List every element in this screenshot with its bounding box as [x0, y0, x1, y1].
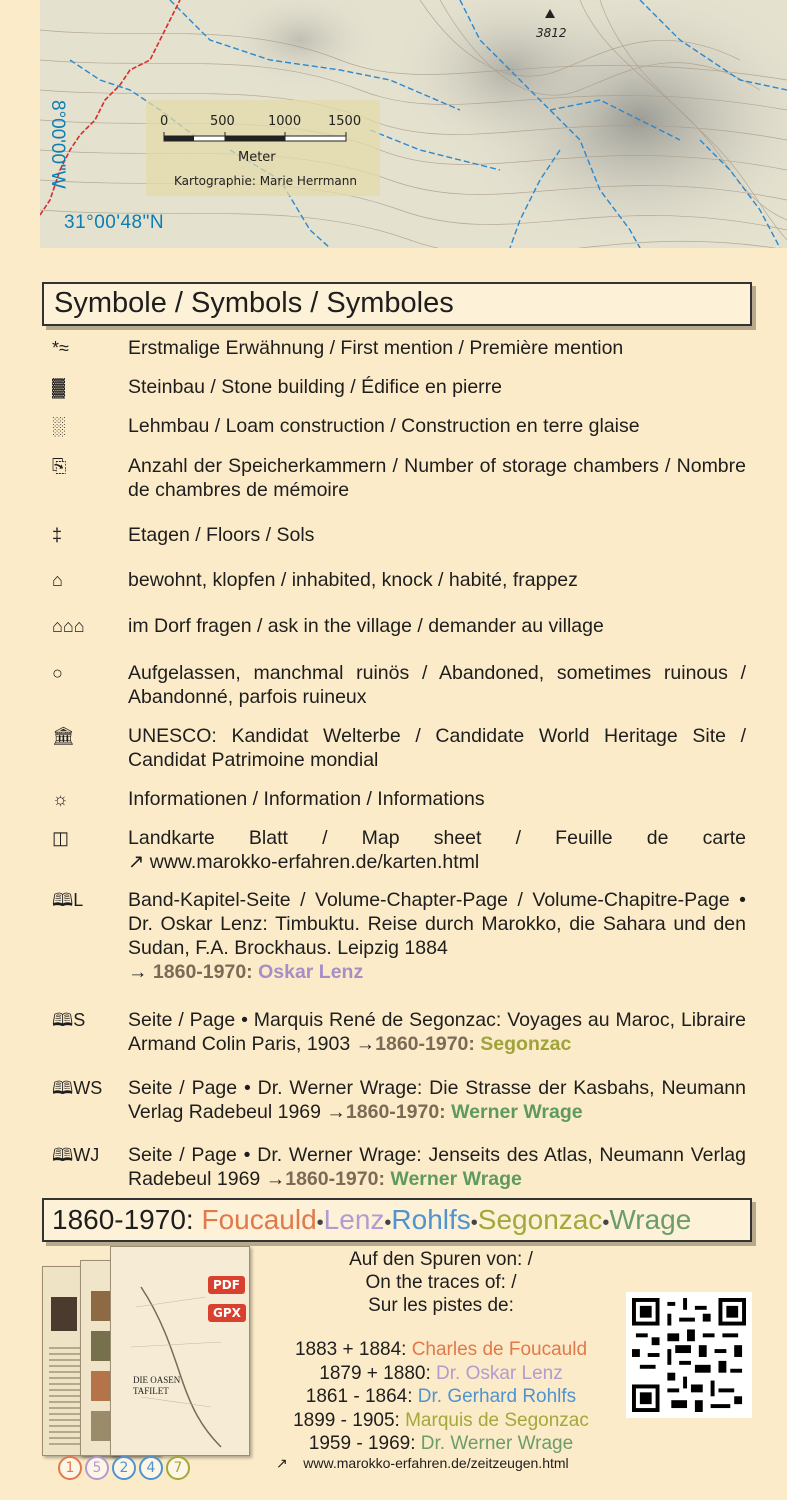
- book-icon: 🕮WS: [52, 1078, 103, 1098]
- traces-line-fr: Sur les pistes de:: [368, 1295, 514, 1316]
- legend-rohlfs: Rohlfs: [391, 1204, 471, 1235]
- legend-foucauld: Foucauld: [201, 1204, 317, 1235]
- pdf-badge[interactable]: PDF: [208, 1276, 245, 1294]
- qr-code-image: [632, 1298, 746, 1412]
- symbol-row-wrage-strasse: [52, 1076, 746, 1124]
- village-icon: ⌂⌂⌂: [52, 616, 85, 636]
- volume-5[interactable]: 5: [85, 1456, 109, 1480]
- symbol-description: Etagen / Floors / Sols: [128, 524, 315, 546]
- gpx-badge[interactable]: GPX: [208, 1304, 246, 1322]
- symbol-description: Aufgelassen, manchmal ruinös / Abandoned, sometimes ruinous / Abandonné, parfois ruineux: [128, 662, 746, 708]
- symbol-description: Seite / Page • Dr. Werner Wrage: Die Strasse der Kasbahs, Neumann Verlag Radebeul 1969 →1860-1970: Werner Wrage: [128, 1077, 746, 1123]
- book-icon: 🕮WJ: [52, 1145, 100, 1165]
- symbol-description: Band-Kapitel-Seite / Volume-Chapter-Page / Volume-Chapitre-Page • Dr. Oskar Lenz: Timbuktu. Reise durch Marokko, die Sahara und den Sudan, F.A. Brockhaus. Leipzig 1884 → 1860-1970: Oskar Lenz: [128, 889, 746, 983]
- explorer-wrage: 1959 - 1969: Dr. Werner Wrage: [308, 1433, 574, 1454]
- zeitzeugen-url[interactable]: www.marokko-erfahren.de/zeitzeugen.html: [303, 1455, 569, 1471]
- volume-2[interactable]: 2: [112, 1456, 136, 1480]
- legend-separator: •: [384, 1212, 392, 1234]
- topographic-map: [40, 0, 787, 248]
- scale-tick-1000: 1000: [268, 114, 302, 129]
- traces-line-en: On the traces of: /: [365, 1272, 517, 1293]
- qr-code[interactable]: [626, 1292, 752, 1418]
- unesco-temple-icon: 🏛: [52, 726, 75, 746]
- book-covers-image: [42, 1246, 254, 1460]
- symbol-description: Steinbau / Stone building / Édifice en pierre: [128, 376, 502, 398]
- segonzac-reference[interactable]: Segonzac: [480, 1033, 572, 1055]
- scale-tick-500: 500: [210, 114, 235, 129]
- volume-1[interactable]: 1: [58, 1456, 82, 1480]
- symbol-description: Lehmbau / Loam construction / Construction en terre glaise: [128, 415, 640, 437]
- map-sheet-link[interactable]: ↗ www.marokko-erfahren.de/karten.html: [128, 851, 480, 873]
- symbol-row-unesco: [52, 724, 746, 772]
- book-icon: 🕮L: [52, 890, 84, 910]
- legend-lenz: Lenz: [323, 1204, 385, 1235]
- symbol-row-storage-chambers: [52, 454, 746, 502]
- scale-tick-1500: 1500: [328, 114, 362, 129]
- symbol-description: UNESCO: Kandidat Welterbe / Candidate World Heritage Site / Candidat Patrimoine mondial: [128, 725, 746, 771]
- volume-numbers: [58, 1456, 193, 1480]
- symbol-row-ask-village: [52, 614, 746, 638]
- cover-title: DIE OASEN TAFILET: [133, 1375, 181, 1396]
- first-mention-icon: *≈: [52, 338, 69, 358]
- stone-building-icon: ▓: [52, 377, 66, 397]
- house-icon: ⌂: [52, 570, 63, 590]
- symbol-description: Seite / Page • Marquis René de Segonzac: Voyages au Maroc, Libraire Armand Colin Paris, 1903 →1860-1970: Segonzac: [128, 1009, 746, 1055]
- circle-icon: ○: [52, 663, 63, 683]
- longitude-label: 8°00'00"W: [47, 100, 68, 189]
- zeitzeugen-link[interactable]: [276, 1455, 569, 1472]
- wrage-reference[interactable]: Werner Wrage: [390, 1168, 522, 1190]
- sun-icon: ☼: [52, 789, 69, 809]
- explorers-legend: [42, 1198, 752, 1242]
- legend-separator: •: [470, 1212, 478, 1234]
- symbol-description: Landkarte Blatt / Map sheet / Feuille de carte: [128, 827, 746, 849]
- symbol-row-floors: [52, 523, 746, 547]
- symbol-row-stone-building: [52, 375, 746, 399]
- symbol-description: Anzahl der Speicherkammern / Number of storage chambers / Nombre de chambres de mémoire: [128, 455, 746, 501]
- scale-tick-0: 0: [160, 114, 169, 129]
- legend-wrage: Wrage: [609, 1204, 692, 1235]
- symbol-row-wrage-jenseits: [52, 1143, 746, 1191]
- legend-segonzac: Segonzac: [477, 1204, 603, 1235]
- lenz-reference[interactable]: Oskar Lenz: [258, 961, 364, 983]
- explorer-rohlfs: 1861 - 1864: Dr. Gerhard Rohlfs: [305, 1386, 577, 1407]
- legend-years: 1860-1970:: [52, 1204, 194, 1235]
- scale-unit: Meter: [238, 150, 276, 165]
- floors-icon: ‡: [52, 525, 63, 545]
- scale-box: [146, 100, 380, 196]
- explorer-segonzac: 1899 - 1905: Marquis de Segonzac: [293, 1409, 589, 1431]
- cartography-credit: Kartographie: Marie Herrmann: [174, 174, 357, 188]
- book-icon: 🕮S: [52, 1010, 86, 1030]
- explorer-foucauld: 1883 + 1884: Charles de Foucauld: [294, 1339, 588, 1360]
- symbol-row-lenz: [52, 888, 746, 984]
- symbol-description: bewohnt, klopfen / inhabited, knock / habité, frappez: [128, 569, 578, 591]
- symbol-row-map-sheet: [52, 826, 746, 874]
- latitude-label: 31°00'48"N: [64, 212, 165, 233]
- symbol-row-segonzac: [52, 1008, 746, 1056]
- loam-construction-icon: ░: [52, 416, 65, 436]
- symbol-row-first-mention: [52, 336, 746, 360]
- symbol-row-information: [52, 787, 746, 811]
- symbols-title: Symbole / Symbols / Symboles: [42, 282, 752, 326]
- legend-separator: •: [602, 1212, 610, 1234]
- wrage-reference[interactable]: Werner Wrage: [451, 1101, 583, 1123]
- legend-separator: •: [316, 1212, 324, 1234]
- traces-heading: [266, 1248, 616, 1317]
- symbol-row-loam-construction: [52, 414, 746, 438]
- symbol-row-abandoned: [52, 661, 746, 709]
- symbol-description: Informationen / Information / Informations: [128, 788, 485, 810]
- storage-chambers-icon: ⎘: [52, 456, 67, 476]
- traces-line-de: Auf den Spuren von: /: [349, 1249, 533, 1270]
- external-link-icon: ↗: [276, 1455, 288, 1471]
- explorer-lenz: 1879 + 1880: Dr. Oskar Lenz: [319, 1362, 563, 1384]
- symbol-description: im Dorf fragen / ask in the village / demander au village: [128, 615, 604, 637]
- explorers-years-list: [266, 1338, 616, 1456]
- symbol-description: Erstmalige Erwähnung / First mention / Première mention: [128, 337, 624, 359]
- symbol-row-inhabited: [52, 568, 746, 592]
- symbol-description: Seite / Page • Dr. Werner Wrage: Jenseits des Atlas, Neumann Verlag Radebeul 1969 →1860-1970: Werner Wrage: [128, 1144, 746, 1190]
- volume-4[interactable]: 4: [139, 1456, 163, 1480]
- summit-elevation: 3812: [536, 26, 567, 40]
- map-sheet-icon: ◫: [52, 828, 70, 848]
- volume-7[interactable]: 7: [166, 1456, 190, 1480]
